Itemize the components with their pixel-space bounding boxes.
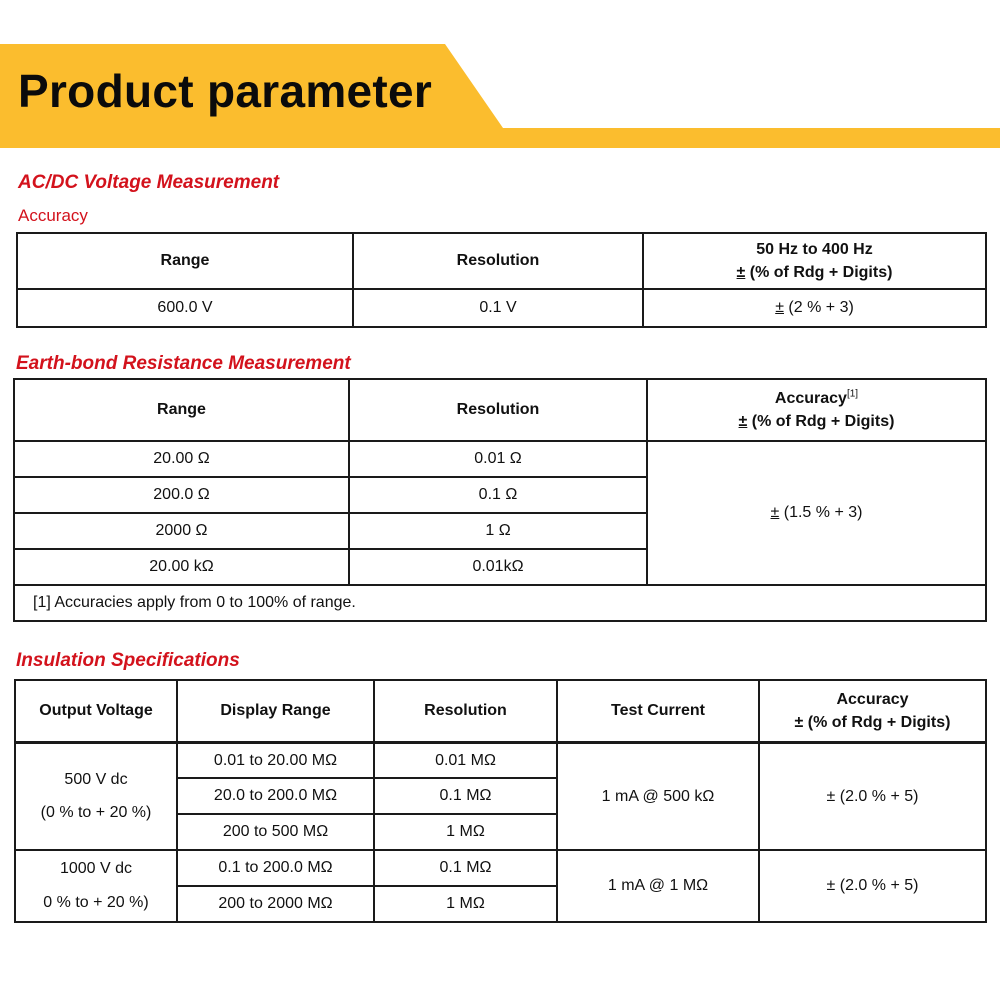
earth-header-resolution: Resolution: [349, 379, 647, 441]
insulation-tolerance: 0 % to + 20 %): [43, 894, 149, 911]
earth-accuracy-pm: ±: [770, 504, 780, 522]
earth-accuracy-cell: [647, 441, 986, 585]
acdc-header-accuracy-line2: (% of Rdg + Digits): [745, 264, 893, 281]
earth-note-row: [14, 585, 986, 621]
header-banner: [0, 44, 1000, 148]
insulation-header-accuracy-line2: ± (% of Rdg + Digits): [794, 713, 951, 731]
insulation-header-output-voltage: Output Voltage: [15, 680, 177, 742]
insulation-voltage-cell: [15, 850, 177, 922]
insulation-display-range-cell: 20.0 to 200.0 MΩ: [177, 778, 374, 814]
acdc-accuracy-pm: ±: [775, 299, 784, 317]
insulation-voltage: 1000 V dc: [59, 860, 133, 878]
insulation-table: [14, 679, 987, 923]
insulation-display-range-cell: 0.01 to 20.00 MΩ: [177, 742, 374, 778]
earth-range-cell: 20.00 kΩ: [14, 549, 349, 585]
table-row: [15, 850, 986, 886]
insulation-display-range-cell: 0.1 to 200.0 MΩ: [177, 850, 374, 886]
insulation-accuracy-cell: ± (2.0 % + 5): [759, 850, 986, 922]
insulation-test-current-cell: 1 mA @ 500 kΩ: [557, 742, 759, 850]
insulation-voltage-cell: [15, 742, 177, 850]
table-row: [15, 742, 986, 778]
insulation-resolution-cell: 1 MΩ: [374, 886, 557, 922]
earth-resolution-cell: 0.01kΩ: [349, 549, 647, 585]
acdc-header-range: Range: [17, 233, 353, 289]
acdc-accuracy-cell: [643, 289, 986, 327]
table-row: [17, 289, 986, 327]
insulation-resolution-cell: 1 MΩ: [374, 814, 557, 850]
earth-resolution-cell: 0.01 Ω: [349, 441, 647, 477]
insulation-display-range-cell: 200 to 2000 MΩ: [177, 886, 374, 922]
insulation-header-display-range: Display Range: [177, 680, 374, 742]
insulation-display-range-cell: 200 to 500 MΩ: [177, 814, 374, 850]
acdc-header-resolution: Resolution: [353, 233, 643, 289]
earth-header-footnote-ref: [1]: [846, 388, 859, 400]
earth-range-cell: 200.0 Ω: [14, 477, 349, 513]
earth-header-accuracy-line2: (% of Rdg + Digits): [747, 413, 895, 430]
acdc-header-row: [17, 233, 986, 289]
insulation-header-accuracy-line1: Accuracy: [836, 690, 909, 708]
acdc-header-accuracy-line1: 50 Hz to 400 Hz: [756, 240, 873, 258]
insulation-header-row: [15, 680, 986, 742]
insulation-header-test-current: Test Current: [557, 680, 759, 742]
acdc-resolution-cell: 0.1 V: [353, 289, 643, 327]
earth-header-accuracy-label: Accuracy: [774, 389, 847, 407]
insulation-header-accuracy: [759, 680, 986, 742]
earth-header-pm: ±: [738, 413, 748, 430]
earth-header-accuracy: [647, 379, 986, 441]
acdc-header-pm: ±: [736, 264, 746, 281]
earth-range-cell: 20.00 Ω: [14, 441, 349, 477]
acdc-header-accuracy: [643, 233, 986, 289]
acdc-section-title: AC/DC Voltage Measurement: [18, 172, 280, 193]
earth-header-range: Range: [14, 379, 349, 441]
page-title: Product parameter: [18, 65, 433, 117]
insulation-resolution-cell: 0.01 MΩ: [374, 742, 557, 778]
earth-table: [13, 378, 987, 622]
earth-range-cell: 2000 Ω: [14, 513, 349, 549]
earth-resolution-cell: 0.1 Ω: [349, 477, 647, 513]
insulation-resolution-cell: 0.1 MΩ: [374, 778, 557, 814]
insulation-tolerance: (0 % to + 20 %): [40, 804, 152, 822]
acdc-table: [16, 232, 987, 328]
insulation-voltage: 500 V dc: [64, 770, 128, 788]
insulation-resolution-cell: 0.1 MΩ: [374, 850, 557, 886]
insulation-header-resolution: Resolution: [374, 680, 557, 742]
insulation-accuracy-cell: ± (2.0 % + 5): [759, 742, 986, 850]
earth-accuracy-value: (1.5 % + 3): [779, 504, 863, 522]
earth-section-title: Earth-bond Resistance Measurement: [16, 353, 351, 374]
acdc-range-cell: 600.0 V: [17, 289, 353, 327]
acdc-accuracy-label: Accuracy: [18, 206, 88, 225]
earth-resolution-cell: 1 Ω: [349, 513, 647, 549]
table-row: [14, 441, 986, 477]
earth-footnote: [1] Accuracies apply from 0 to 100% of range.: [14, 585, 986, 621]
insulation-section-title: Insulation Specifications: [16, 650, 240, 671]
acdc-accuracy-value: (2 % + 3): [783, 299, 854, 317]
earth-header-row: [14, 379, 986, 441]
insulation-test-current-cell: 1 mA @ 1 MΩ: [557, 850, 759, 922]
